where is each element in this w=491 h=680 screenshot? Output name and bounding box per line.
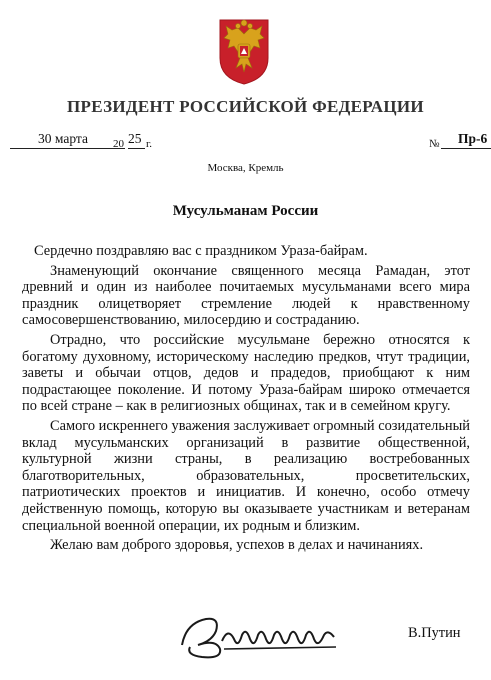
letter-body [22,243,470,557]
letter-title: Мусульманам России [172,203,319,219]
number-sign: № [429,138,440,150]
document-place: Москва, Кремль [207,162,284,174]
document-date: 30 марта [38,131,88,146]
number-underline [441,148,491,149]
paragraph: Сердечно поздравляю вас с праздником Ураза-байрам. [34,243,368,259]
year-underline [128,148,145,149]
handwritten-signature-icon [176,605,366,665]
year-abbrev: г. [146,138,153,150]
date-underline [10,148,125,149]
signer-name: В.Путин [408,625,461,641]
paragraph: Отрадно, что российские мусульмане бережно относятся к богатому духовному, историческому наследию предков, чтут традиции, заветы и обычаи отцов, дедов и прадедов, приобщают к ним подрастающее поколение. И потому Ураза-байрам широко отмечается по всей стране – как в религиозных общинах, так и в семейном кругу. [22,331,470,415]
year-prefix: 20 [113,138,124,150]
document-number: Пр-6 [458,131,488,146]
year-suffix: 25 [128,131,142,146]
paragraph: Самого искреннего уважения заслуживает огромный созидательный вклад мусульманских организаций в развитие общественной, культурной жизни страны, в реализацию востребованных благотворительных, образовательных, просветительских, патриотических проектов и инициатив. И конечно, особо отмечу действенную помощь, которую вы оказываете участникам и ветеранам специальной военной операции, их родным и близким. [22,417,470,534]
paragraph: Желаю вам доброго здоровья, успехов в делах и начинаниях. [50,537,424,554]
coat-of-arms-icon [216,18,272,86]
document-header: ПРЕЗИДЕНТ РОССИЙСКОЙ ФЕДЕРАЦИИ [67,97,424,116]
paragraph: Знаменующий окончание священного месяца Рамадан, этот древний и один из наиболее почитаемых мусульманами всего мира праздник олицетворяет стремление людей к нравственному самосовершенствованию, милосердию и состраданию. [22,262,470,329]
